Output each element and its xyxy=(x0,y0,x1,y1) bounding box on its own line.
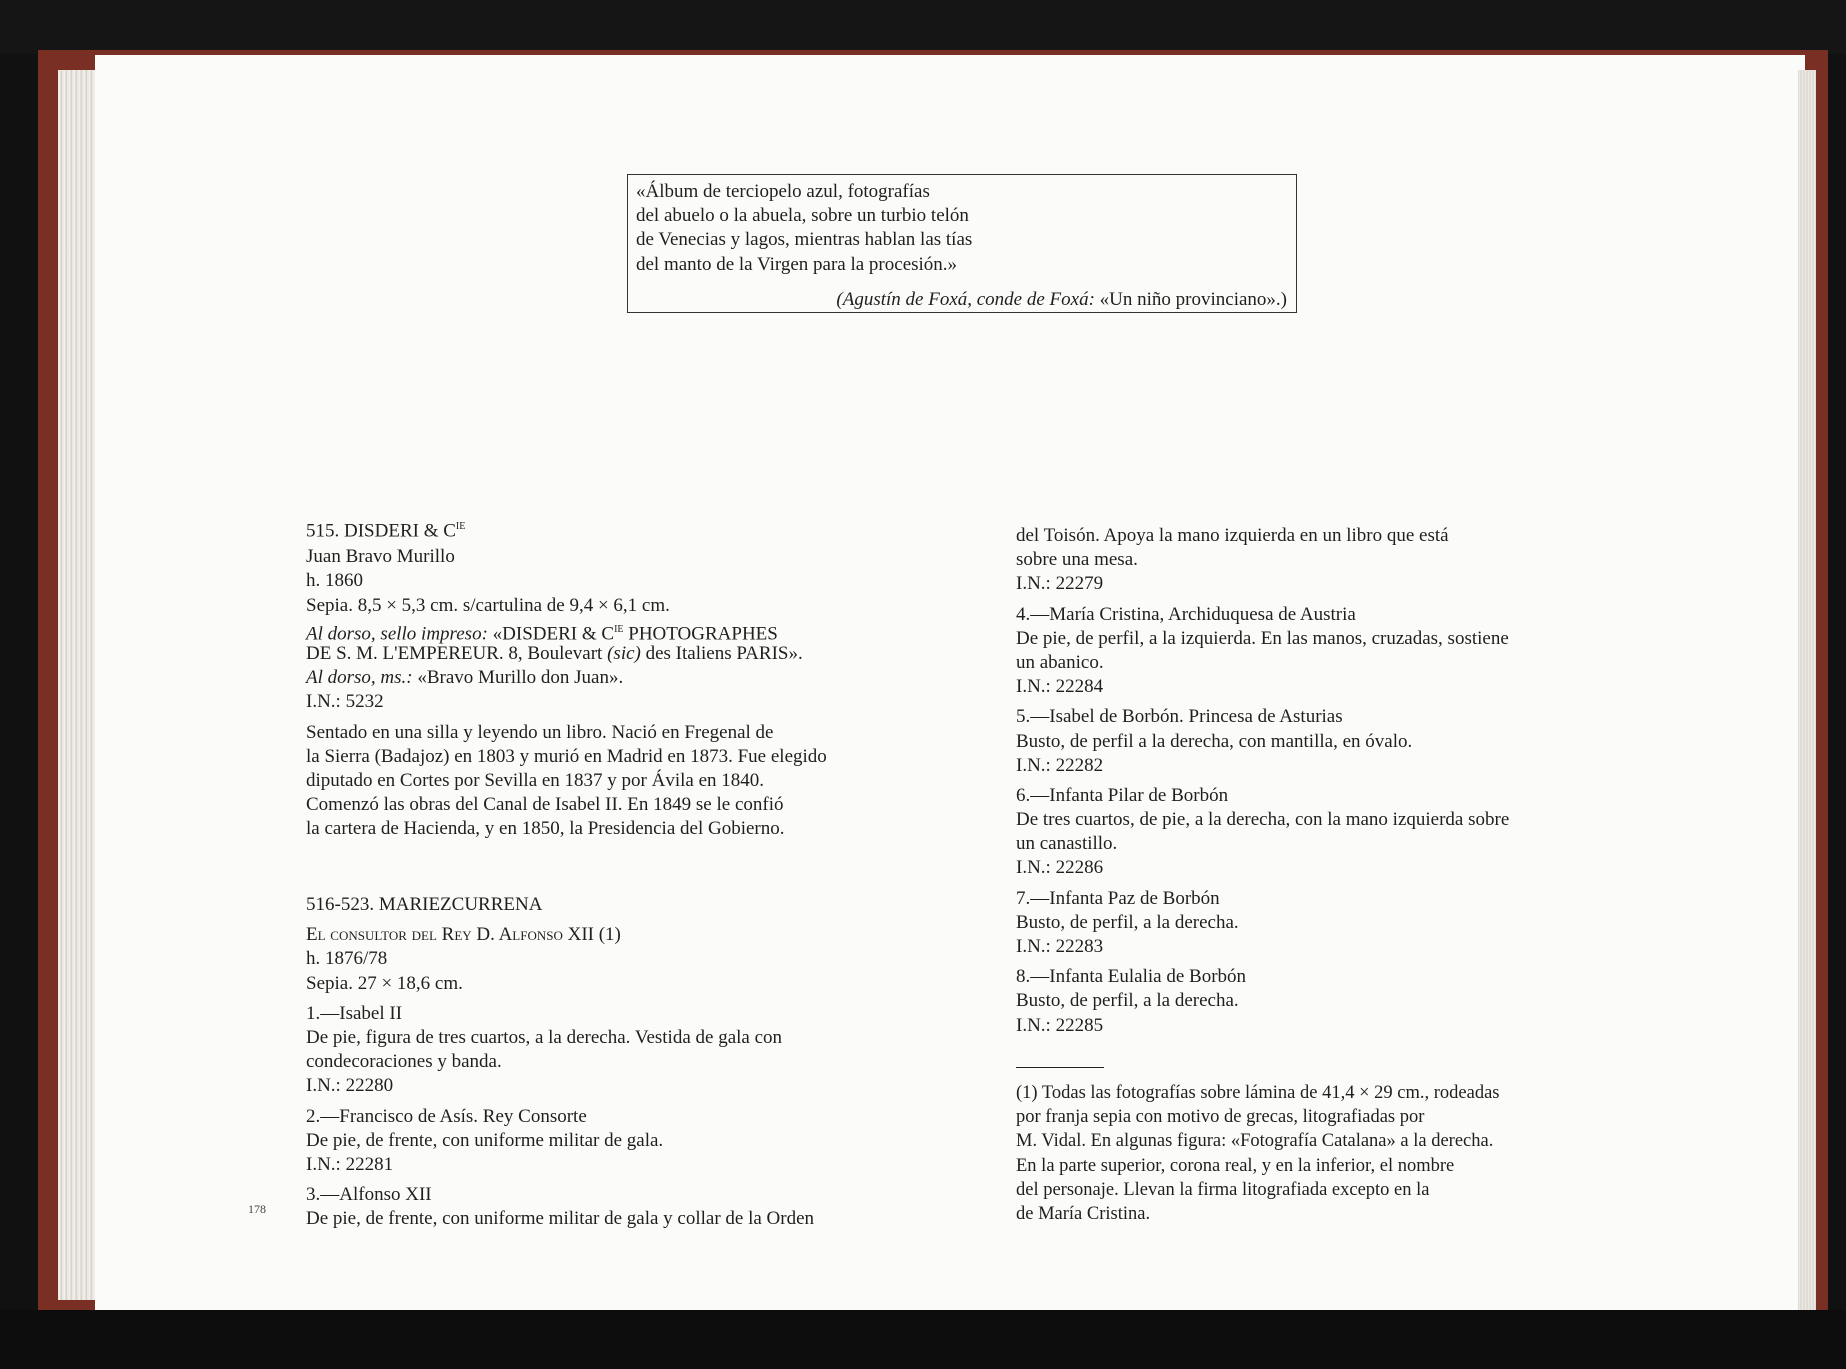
superscript: IE xyxy=(614,623,624,635)
ms-label: Al dorso, ms.: xyxy=(306,667,413,689)
item-desc: un abanico. xyxy=(1016,651,1104,673)
footnote-line: M. Vidal. En algunas figura: «Fotografía Catalana» a la derecha. xyxy=(1016,1131,1494,1152)
entry-515-description-line: la cartera de Hacienda, y en 1850, la Presidencia del Gobierno. xyxy=(306,818,785,840)
item-title: 1.—Isabel II xyxy=(306,1002,403,1024)
item-desc: De pie, de frente, con uniforme militar de gala y collar de la Orden xyxy=(306,1208,815,1230)
entry-515-stamp-line1 xyxy=(306,618,827,645)
ms-text: «Bravo Murillo don Juan». xyxy=(412,667,624,689)
item-desc: Busto, de perfil, a la derecha. xyxy=(1016,990,1239,1012)
epigraph-line: del manto de la Virgen para la procesión.» xyxy=(636,253,958,275)
item-desc: del Toisón. Apoya la mano izquierda en un libro que está xyxy=(1016,525,1449,546)
scan-background-top xyxy=(0,0,1846,54)
footnote-line: En la parte superior, corona real, y en la inferior, el nombre xyxy=(1016,1155,1455,1176)
item-inventory: I.N.: 22286 xyxy=(1016,857,1104,879)
entry-515-dimensions: Sepia. 8,5 × 5,3 cm. s/cartulina de 9,4 × 6,1 cm. xyxy=(306,594,670,616)
footnote-line: del personaje. Llevan la firma litografiada excepto en la xyxy=(1016,1179,1430,1200)
stamp-label: Al dorso, sello impreso: xyxy=(306,623,488,645)
photographer-name: DISDERI & C xyxy=(344,520,456,542)
epigraph-citation xyxy=(627,289,1287,311)
entry-515-description-line: diputado en Cortes por Sevilla en 1837 y por Ávila en 1840. xyxy=(306,769,765,791)
stamp-text: «DISDERI & C xyxy=(492,623,615,645)
item-title: 8.—Infanta Eulalia de Borbón xyxy=(1016,966,1247,988)
epigraph-line: de Venecias y lagos, mientras hablan las tías xyxy=(636,229,973,251)
stamp-text: des Italiens PARIS». xyxy=(640,642,803,664)
entry-516-dimensions: Sepia. 27 × 18,6 cm. xyxy=(306,972,463,994)
item-inventory: I.N.: 22281 xyxy=(306,1153,394,1175)
item-inventory: I.N.: 22280 xyxy=(306,1075,394,1097)
item-desc: De pie, de frente, con uniforme militar de gala. xyxy=(306,1129,664,1151)
entry-516-block xyxy=(306,893,814,1231)
entry-515-description-line: la Sierra (Badajoz) en 1803 y murió en Madrid en 1873. Fue elegido xyxy=(306,745,827,767)
epigraph-line: «Álbum de terciopelo azul, fotografías xyxy=(636,181,930,202)
superscript: IE xyxy=(455,521,466,532)
entry-516-heading xyxy=(306,893,814,917)
stamp-text: PHOTOGRAPHES xyxy=(623,623,778,645)
item-inventory: I.N.: 22282 xyxy=(1016,754,1104,776)
item-title: 3.—Alfonso XII xyxy=(306,1184,432,1206)
entry-515-inventory: I.N.: 5232 xyxy=(306,691,384,713)
scan-background-bottom xyxy=(0,1310,1846,1369)
right-column xyxy=(1016,524,1509,1038)
page-number: 178 xyxy=(248,1202,266,1216)
item-desc: De tres cuartos, de pie, a la derecha, con la mano izquierda sobre xyxy=(1016,809,1510,831)
entry-515-stamp-line2 xyxy=(306,642,827,666)
photographer-name: MARIEZCURRENA xyxy=(378,894,543,915)
sic-note: (sic) xyxy=(607,642,641,664)
left-column xyxy=(306,515,827,841)
footnote-divider xyxy=(1016,1067,1104,1068)
item-inventory: I.N.: 22285 xyxy=(1016,1014,1104,1036)
entry-515-description-line: Sentado en una silla y leyendo un libro. Nació en Fregenal de xyxy=(306,721,774,743)
citation-author: (Agustín de Foxá, conde de Foxá: xyxy=(836,289,1095,310)
entry-515-subject: Juan Bravo Murillo xyxy=(306,546,455,568)
entry-515-date: h. 1860 xyxy=(306,570,363,592)
page-edges-right xyxy=(1798,70,1816,1310)
stamp-text: DE S. M. L'EMPEREUR. 8, Boulevart xyxy=(306,642,608,664)
entry-515-ms xyxy=(306,666,827,690)
item-desc: condecoraciones y banda. xyxy=(306,1051,502,1073)
item-desc: un canastillo. xyxy=(1016,833,1118,855)
item-desc: Busto, de perfil, a la derecha. xyxy=(1016,911,1239,933)
epigraph-text xyxy=(636,180,972,277)
series-title-rest: XII (1) xyxy=(562,924,621,946)
entry-number: 515. xyxy=(306,520,340,542)
citation-work: «Un niño provinciano».) xyxy=(1099,289,1287,310)
series-title: El consultor del Rey D. Alfonso xyxy=(306,924,563,946)
footnote-line: de María Cristina. xyxy=(1016,1203,1151,1224)
item-inventory: I.N.: 22279 xyxy=(1016,573,1104,595)
entry-516-title xyxy=(306,923,814,947)
entry-516-date: h. 1876/78 xyxy=(306,948,388,970)
entry-515-description-line: Comenzó las obras del Canal de Isabel II. En 1849 se le confió xyxy=(306,794,784,816)
footnote-line: (1) Todas las fotografías sobre lámina de 41,4 × 29 cm., rodeadas xyxy=(1016,1083,1500,1103)
item-title: 7.—Infanta Paz de Borbón xyxy=(1016,887,1220,909)
item-inventory: I.N.: 22284 xyxy=(1016,676,1104,698)
entry-515-heading xyxy=(306,515,827,542)
footnote-line: por franja sepia con motivo de grecas, litografiadas por xyxy=(1016,1107,1425,1128)
item-title: 2.—Francisco de Asís. Rey Consorte xyxy=(306,1105,587,1127)
item-desc: sobre una mesa. xyxy=(1016,549,1138,571)
item-desc: Busto, de perfil a la derecha, con mantilla, en óvalo. xyxy=(1016,730,1413,752)
item-title: 5.—Isabel de Borbón. Princesa de Asturias xyxy=(1016,706,1343,728)
footnote xyxy=(1016,1081,1500,1226)
item-title: 6.—Infanta Pilar de Borbón xyxy=(1016,784,1229,806)
item-title: 4.—María Cristina, Archiduquesa de Austria xyxy=(1016,603,1356,625)
item-inventory: I.N.: 22283 xyxy=(1016,936,1104,957)
item-desc: De pie, de perfil, a la izquierda. En las manos, cruzadas, sostiene xyxy=(1016,627,1509,649)
entry-number: 516-523. xyxy=(306,894,375,915)
epigraph-line: del abuelo o la abuela, sobre un turbio telón xyxy=(636,205,969,227)
item-desc: De pie, figura de tres cuartos, a la derecha. Vestida de gala con xyxy=(306,1026,783,1048)
